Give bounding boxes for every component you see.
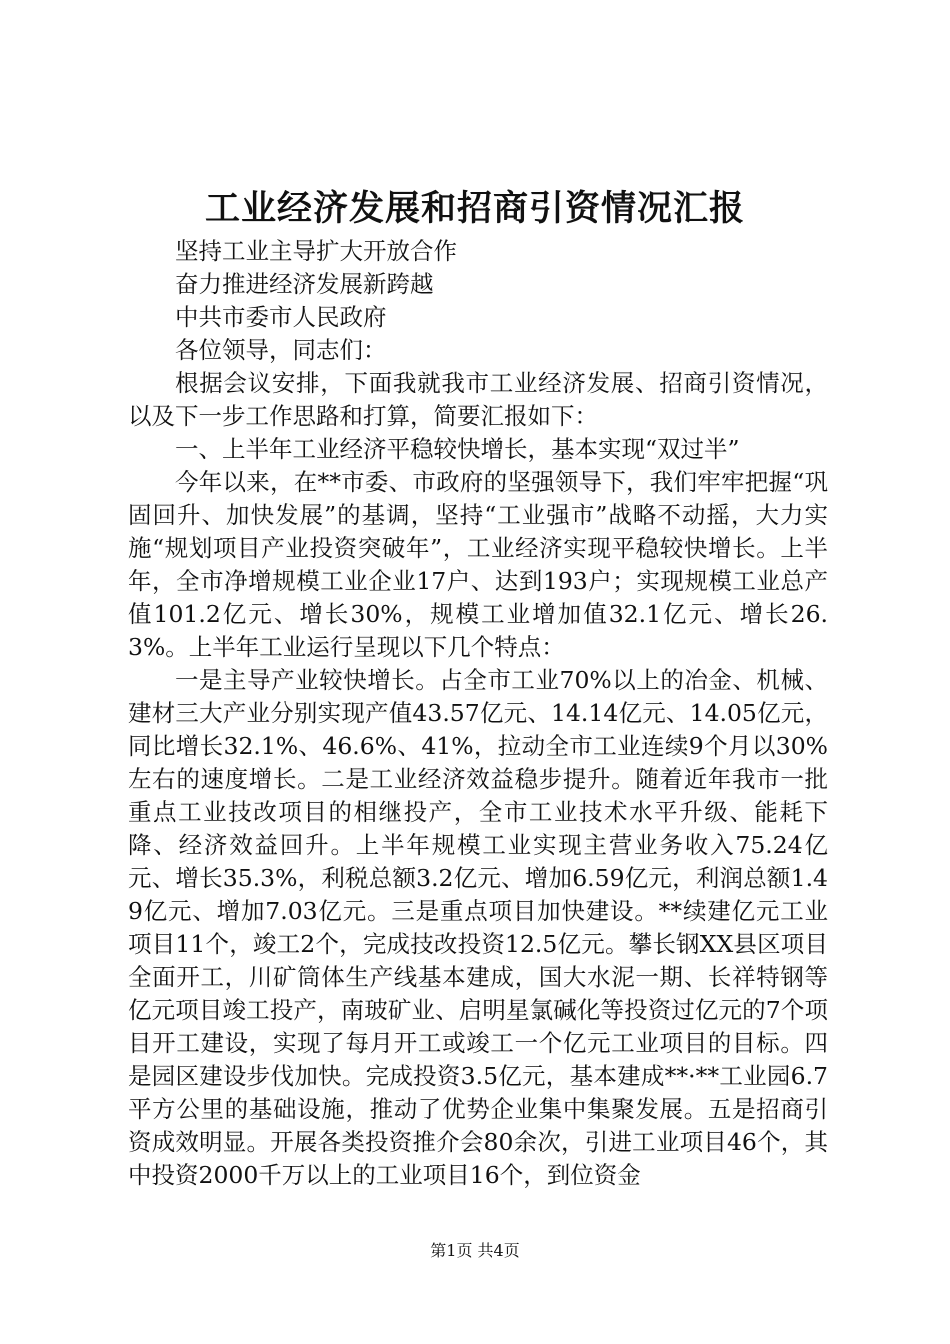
- page-number: 第1页 共4页: [430, 1241, 520, 1260]
- section-heading: 一、上半年工业经济平稳较快增长，基本实现“双过半”: [175, 435, 740, 463]
- intro-paragraph: 根据会议安排，下面我就我市工业经济发展、招商引资情况，以及下一步工作思路和打算，简要汇报如下：: [128, 369, 828, 430]
- author-line: 中共市委市人民政府: [175, 303, 387, 331]
- body-paragraph: 一是主导产业较快增长。占全市工业70%以上的冶金、机械、建材三大产业分别实现产值43.57亿元、14.14亿元、14.05亿元，同比增长32.1%、46.6%、41%，拉动全市工业连续9个月以30%左右的速度增长。二是工业经济效益稳步提升。随着近年我市一批重点工业技改项目的相继投产，全市工业技术水平升级、能耗下降、经济效益回升。上半年规模工业实现主营业务收入75.24亿元、增长35.3%，利税总额3.2亿元、增加6.59亿元，利润总额1.49亿元、增加7.03亿元。三是重点项目加快建设。**续建亿元工业项目11个，竣工2个，完成技改投资12.5亿元。攀长钢XX县区项目全面开工，川矿筒体生产线基本建成，国大水泥一期、长祥特钢等亿元项目竣工投产，南玻矿业、启明星氯碱化等投资过亿元的7个项目开工建设，实现了每月开工或竣工一个亿元工业项目的目标。四是园区建设步伐加快。完成投资3.5亿元，基本建成**·**工业园6.7平方公里的基础设施，推动了优势企业集中集聚发展。五是招商引资成效明显。开展各类投资推介会80余次，引进工业项目46个，其中投资2000千万以上的工业项目16个，到位资金: [128, 666, 828, 1189]
- salutation: 各位领导，同志们：: [175, 336, 387, 364]
- body-paragraph: 今年以来，在**市委、市政府的坚强领导下，我们牢牢把握“巩固回升、加快发展”的基调，坚持“工业强市”战略不动摇，大力实施“规划项目产业投资突破年”，工业经济实现平稳较快增长。上半年，全市净增规模工业企业17户、达到193户；实现规模工业总产值101.2亿元、增长30%，规模工业增加值32.1亿元、增长26.3%。上半年工业运行呈现以下几个特点：: [128, 468, 828, 661]
- heading-line-1: 坚持工业主导扩大开放合作: [175, 237, 457, 265]
- document-body: [128, 235, 828, 1192]
- heading-line-2: 奋力推进经济发展新跨越: [175, 270, 434, 298]
- document-title: 工业经济发展和招商引资情况汇报: [204, 188, 745, 229]
